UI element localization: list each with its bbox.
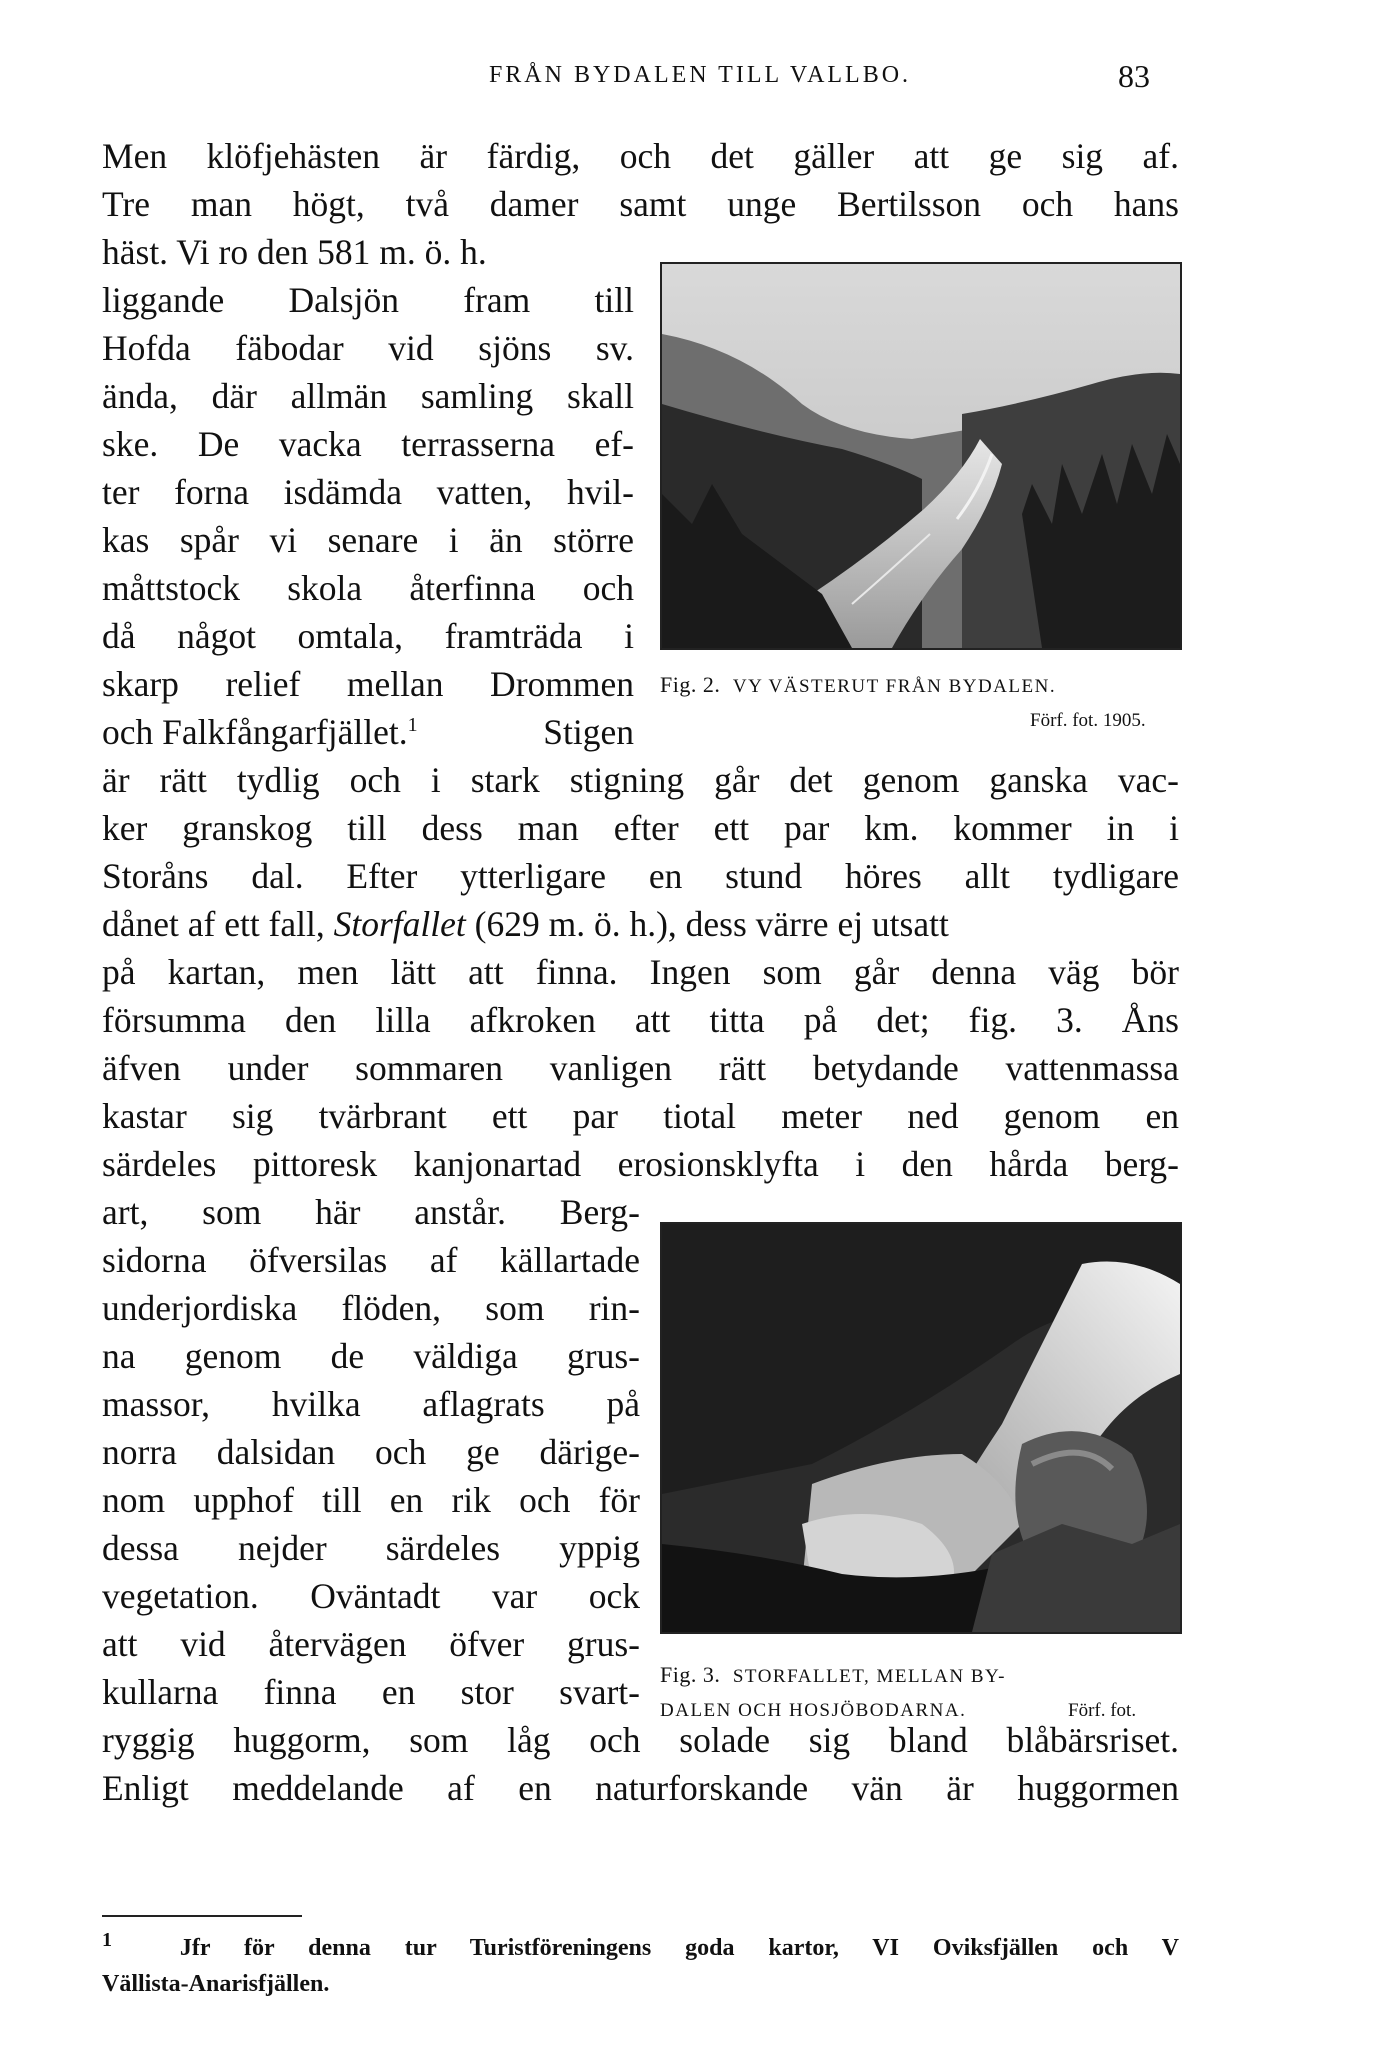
text-line: då något omtala, framträda i: [102, 616, 634, 656]
text-line: art, som här anstår. Berg-: [102, 1192, 640, 1232]
caption-text: VY VÄSTERUT FRÅN BYDALEN.: [732, 676, 1057, 697]
valley-river-illustration: [662, 264, 1180, 648]
text-line: skarp relief mellan Drommen: [102, 664, 634, 704]
text-line: sidorna öfversilas af källartade: [102, 1240, 640, 1280]
text-line: Enligt meddelande af en naturforskande vän är huggormen: [102, 1768, 1179, 1808]
waterfall-illustration: [662, 1224, 1180, 1632]
footnote-number: 1: [102, 1929, 112, 1951]
text-line: [102, 900, 1179, 948]
text-line: norra dalsidan och ge därige-: [102, 1432, 640, 1472]
figure-2-credit: Förf. fot. 1905.: [1030, 710, 1146, 731]
text-line: kastar sig tvärbrant ett par tiotal meter ned genom en: [102, 1096, 1179, 1136]
text-fragment: (629 m. ö. h.), dess värre ej utsatt: [474, 904, 949, 944]
text-line: häst. Vi ro den 581 m. ö. h.: [102, 232, 487, 272]
text-line: Hofda fäbodar vid sjöns sv.: [102, 328, 634, 368]
text-line: kullarna finna en stor svart-: [102, 1672, 640, 1712]
text-line: måttstock skola återfinna och: [102, 568, 634, 608]
text-line: Men klöfjehästen är färdig, och det gäller att ge sig af.: [102, 136, 1179, 176]
page-number: 83: [1118, 58, 1150, 94]
text-line: massor, hvilka aflagrats på: [102, 1384, 640, 1424]
text-fragment: Stigen: [543, 712, 634, 752]
footnote-marker: 1: [407, 714, 418, 737]
text-line: är rätt tydlig och i stark stigning går det genom ganska vac-: [102, 760, 1179, 800]
figure-number: Fig. 2.: [660, 672, 721, 697]
text-line: ker granskog till dess man efter ett par km. kommer in i: [102, 808, 1179, 848]
italic-place-name: Storfallet: [333, 904, 466, 944]
figure-3-caption-line-2: DALEN OCH HOSJÖBODARNA.: [660, 1700, 967, 1721]
text-line: dessa nejder särdeles yppig: [102, 1528, 640, 1568]
text-line: underjordiska flöden, som rin-: [102, 1288, 640, 1328]
text-line: liggande Dalsjön fram till: [102, 280, 634, 320]
text-fragment: dånet af ett fall,: [102, 904, 325, 944]
text-line: Storåns dal. Efter ytterligare en stund höres allt tydligare: [102, 856, 1179, 896]
footnote-text: Jfr för denna tur Turistföreningens goda kartor, VI Oviksfjällen och V: [179, 1935, 1179, 1961]
text-line: att vid återvägen öfver grus-: [102, 1624, 640, 1664]
figure-3-photo: [660, 1222, 1182, 1634]
text-line: vegetation. Oväntadt var ock: [102, 1576, 640, 1616]
footnote-rule: [102, 1915, 302, 1917]
text-line: [102, 708, 634, 756]
figure-3-caption-line-1: [660, 1662, 1006, 1688]
text-line: äfven under sommaren vanligen rätt betydande vattenmassa: [102, 1048, 1179, 1088]
text-line: ända, där allmän samling skall: [102, 376, 634, 416]
text-line: försumma den lilla afkroken att titta på det; fig. 3. Åns: [102, 1000, 1179, 1040]
text-line: Tre man högt, två damer samt unge Bertilsson och hans: [102, 184, 1179, 224]
text-line: kas spår vi senare i än större: [102, 520, 634, 560]
figure-3-credit: Förf. fot.: [1068, 1700, 1137, 1721]
caption-text: STORFALLET, MELLAN BY-: [732, 1666, 1006, 1687]
footnote-line-2: Vällista-Anarisfjällen.: [102, 1971, 330, 1997]
figure-2-photo: [660, 262, 1182, 650]
running-title: FRÅN BYDALEN TILL VALLBO.: [488, 62, 912, 88]
text-line: ryggig huggorm, som låg och solade sig bland blåbärsriset.: [102, 1720, 1179, 1760]
text-line: na genom de väldiga grus-: [102, 1336, 640, 1376]
text-line: på kartan, men lätt att finna. Ingen som går denna väg bör: [102, 952, 1179, 992]
figure-2-caption: [660, 672, 1178, 698]
text-fragment: och Falkfångarfjället.: [102, 712, 408, 752]
text-line: särdeles pittoresk kanjonartad erosionsklyfta i den hårda berg-: [102, 1144, 1179, 1184]
text-line: ske. De vacka terrasserna ef-: [102, 424, 634, 464]
footnote-line-1: [102, 1930, 1179, 1966]
text-line: nom upphof till en rik och för: [102, 1480, 640, 1520]
figure-number: Fig. 3.: [660, 1662, 721, 1687]
text-line: ter forna isdämda vatten, hvil-: [102, 472, 634, 512]
